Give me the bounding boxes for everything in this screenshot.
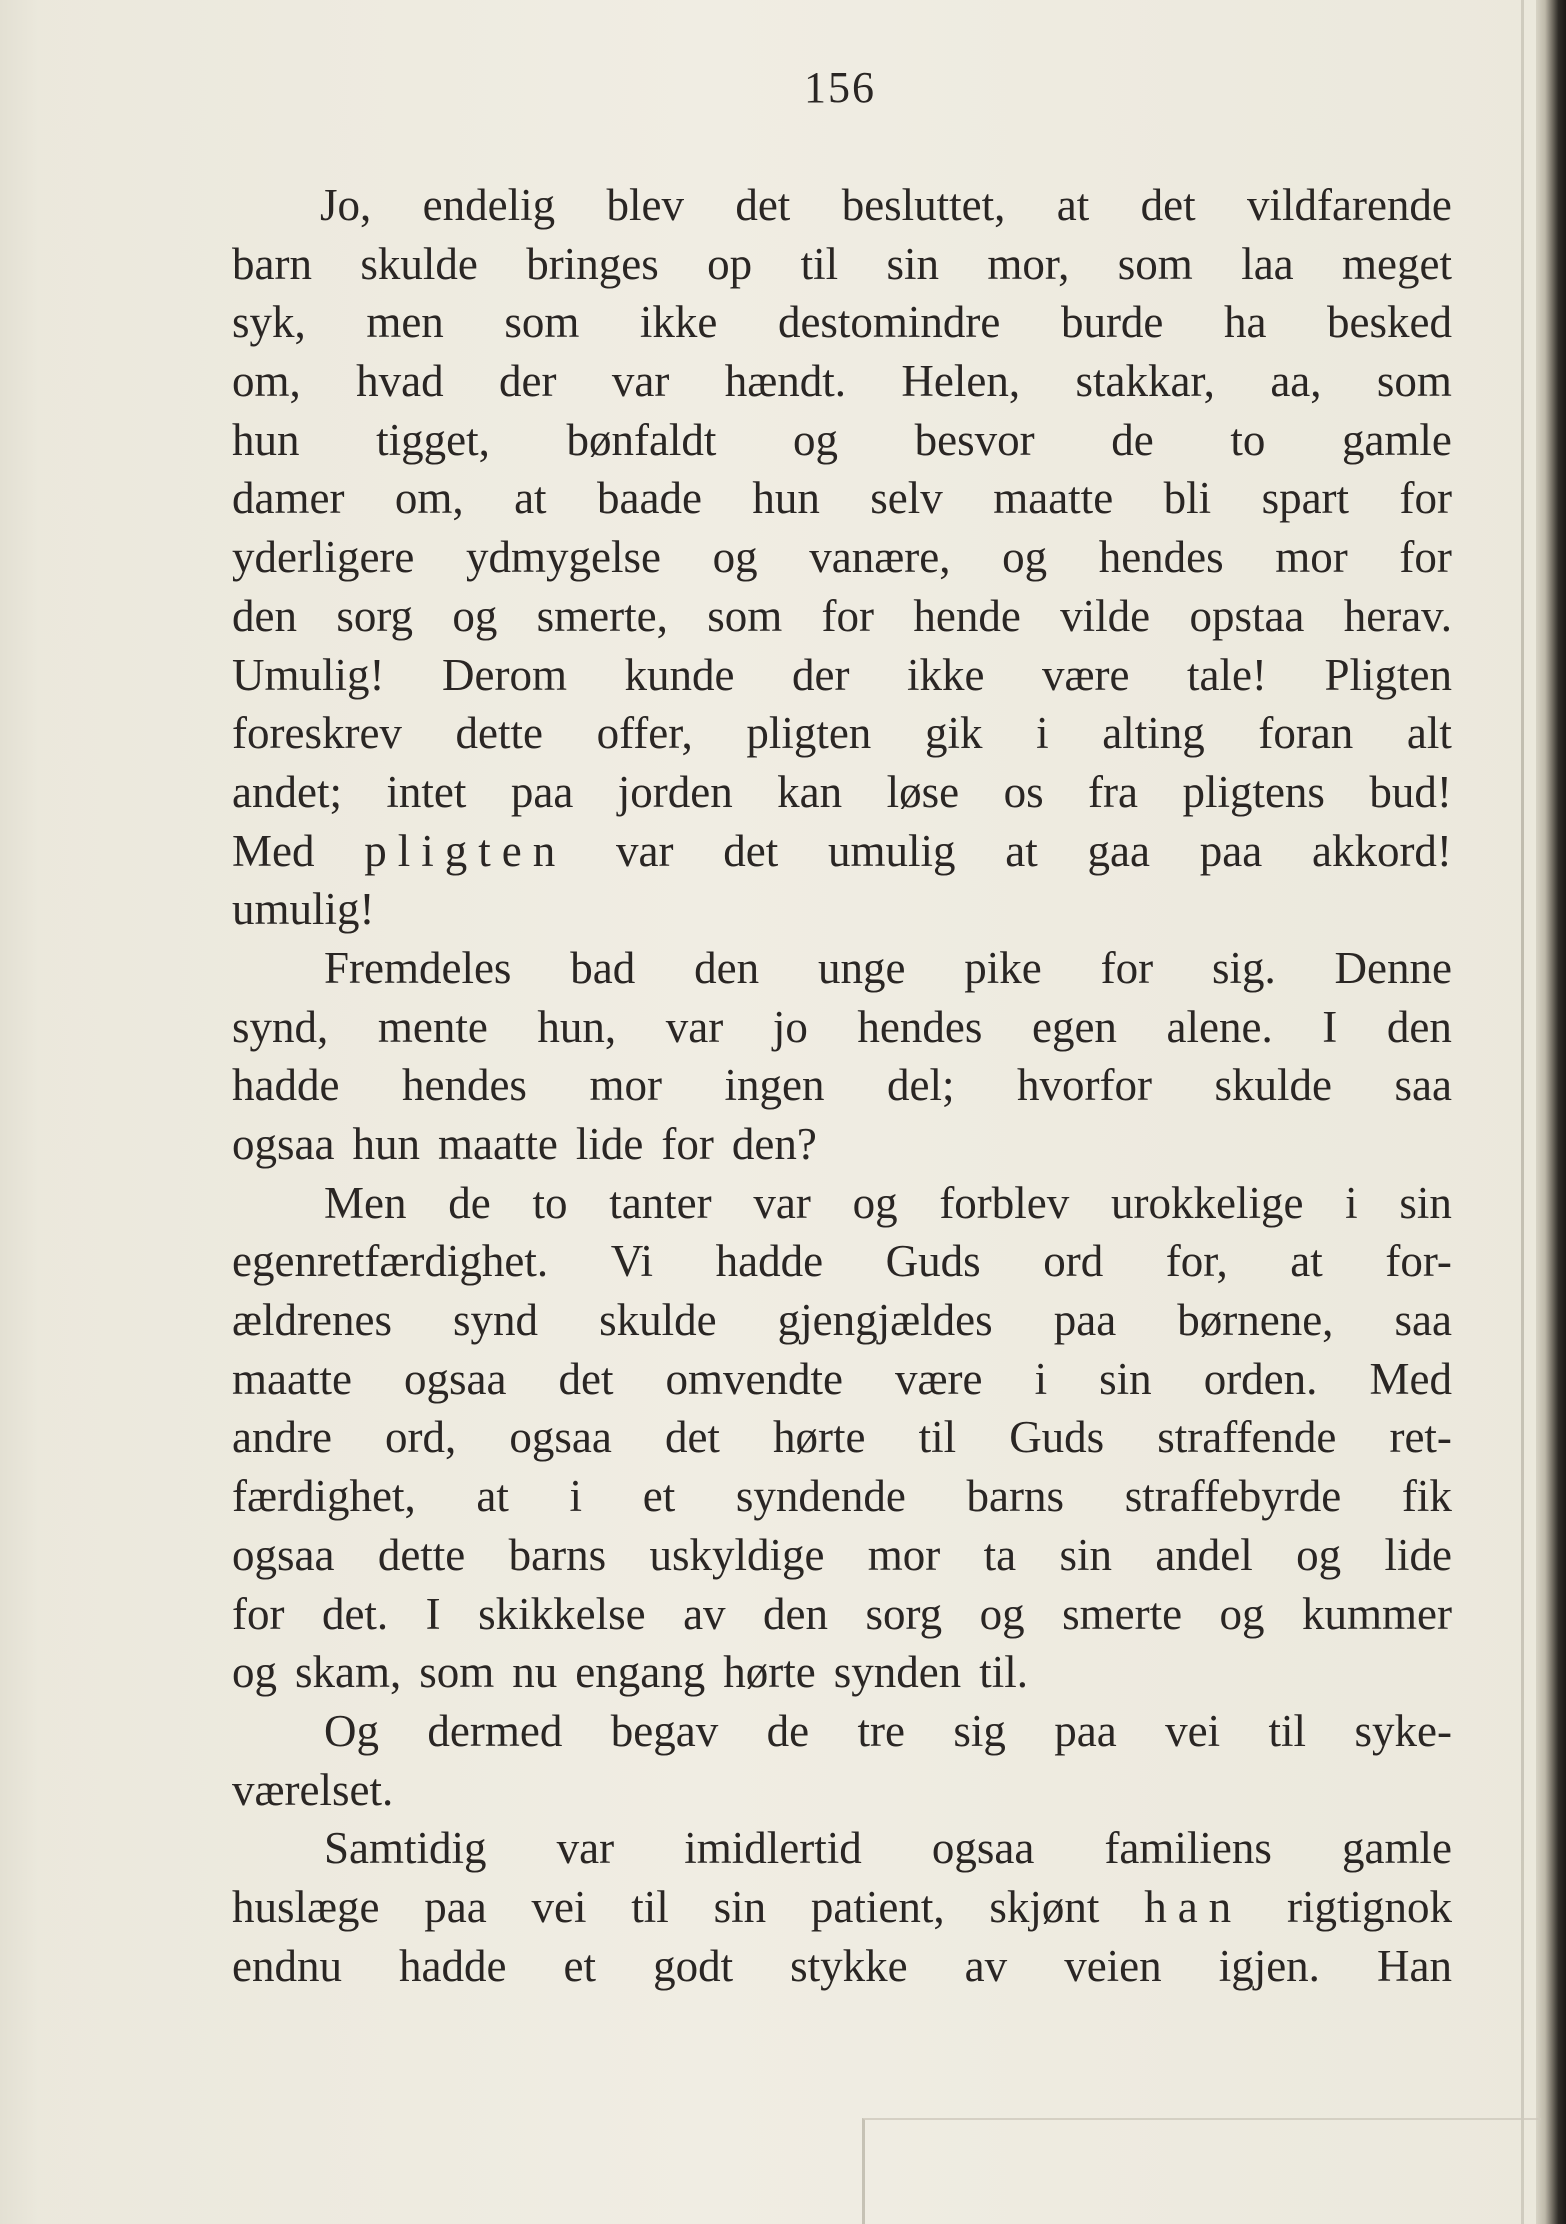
word: endelig: [422, 180, 556, 230]
word: sig: [953, 1705, 1006, 1756]
word: straffebyrde: [1124, 1471, 1342, 1522]
word: i: [1345, 1177, 1358, 1228]
word: den?: [731, 1119, 817, 1169]
word: spart: [1261, 473, 1350, 524]
word: alting: [1102, 708, 1205, 759]
word: den: [1386, 1001, 1452, 1052]
word: der: [792, 649, 850, 700]
word: ha: [1223, 297, 1267, 348]
word: igjen.: [1218, 1940, 1320, 1991]
word: og: [1002, 532, 1048, 583]
word: andet;: [232, 766, 342, 817]
word: av: [964, 1940, 1008, 1991]
word: opstaa: [1189, 590, 1305, 641]
word: Men: [324, 1177, 407, 1228]
text-line: [232, 1232, 1452, 1291]
word: Jo,: [320, 180, 372, 230]
word: den: [694, 942, 760, 993]
text-line: [232, 1937, 1452, 1996]
text-line: [232, 1819, 1452, 1878]
word: andel: [1155, 1529, 1253, 1580]
word: alene.: [1166, 1001, 1273, 1052]
word: urokkelige: [1111, 1177, 1304, 1228]
word: for: [1399, 532, 1452, 583]
word: intet: [386, 766, 467, 817]
text-line: [232, 1467, 1452, 1526]
word: bønfaldt: [566, 414, 717, 465]
text-line: [232, 763, 1452, 822]
word: bud!: [1369, 766, 1452, 817]
word: ogsaa: [232, 1119, 335, 1169]
word: værelset.: [232, 1764, 394, 1815]
word: Helen,: [901, 356, 1021, 407]
text-line: [232, 1408, 1452, 1467]
word: til: [800, 238, 839, 289]
word: andre: [232, 1412, 332, 1463]
word: de: [766, 1705, 810, 1756]
text-line: [232, 998, 1452, 1057]
text-line: [232, 352, 1452, 411]
word: foreskrev: [232, 708, 402, 759]
word: mor: [867, 1529, 941, 1580]
word: for-: [1385, 1236, 1452, 1287]
word: stykke: [790, 1940, 908, 1991]
word: alt: [1406, 708, 1452, 759]
text-line: [232, 1350, 1452, 1409]
word: paa: [1199, 825, 1263, 876]
word: sin: [713, 1881, 767, 1932]
word: synd,: [232, 1001, 329, 1052]
word: I: [425, 1588, 441, 1639]
word: pligtens: [1182, 766, 1325, 817]
page-number: 156: [804, 63, 876, 112]
page-edge-rule: [1521, 0, 1524, 2224]
word: at: [514, 473, 547, 524]
word: pligten: [364, 825, 567, 876]
word: jorden: [617, 766, 733, 817]
word: fra: [1088, 766, 1138, 817]
word: om,: [394, 473, 464, 524]
word: dette: [455, 708, 543, 759]
text-line: [232, 469, 1452, 528]
word: smerte: [1062, 1588, 1183, 1639]
word: sin: [1399, 1177, 1452, 1228]
word: at: [1056, 180, 1090, 230]
word: uskyldige: [649, 1529, 825, 1580]
word: stakkar,: [1075, 356, 1215, 407]
word: det: [735, 180, 791, 230]
word: skikkelse: [478, 1588, 646, 1639]
word: hun: [752, 473, 820, 524]
word: synden: [833, 1647, 962, 1698]
word: som: [707, 590, 783, 641]
word: kummer: [1302, 1588, 1452, 1639]
word: for: [821, 590, 875, 641]
text-line: [232, 822, 1452, 881]
text-line: [232, 1526, 1452, 1585]
word: gik: [924, 708, 983, 759]
text-line: [232, 587, 1452, 646]
word: ord: [1043, 1236, 1104, 1287]
word: burde: [1060, 297, 1164, 348]
word: det: [1140, 180, 1196, 230]
word: sorg: [336, 590, 413, 641]
word: imidlertid: [684, 1823, 862, 1874]
word: maatte: [993, 473, 1114, 524]
word: av: [683, 1588, 726, 1639]
text-line: [232, 704, 1452, 763]
text-line: [232, 1878, 1452, 1937]
word: at: [476, 1471, 509, 1522]
word: tre: [857, 1705, 905, 1756]
word: til.: [979, 1647, 1028, 1698]
word: skjønt: [989, 1881, 1100, 1932]
word: i: [569, 1471, 583, 1522]
word: var: [753, 1177, 811, 1228]
word: hun,: [537, 1001, 617, 1052]
word: til: [918, 1412, 957, 1463]
word: den: [232, 590, 297, 641]
word: vilde: [1060, 590, 1151, 641]
word: jo: [772, 1001, 808, 1052]
text-line: [232, 1761, 1452, 1820]
word: hendes: [857, 1001, 983, 1052]
word: ydmygelse: [466, 532, 661, 583]
word: fik: [1401, 1471, 1452, 1522]
word: hørte: [773, 1412, 866, 1463]
word: barn: [232, 238, 312, 289]
word: det: [723, 825, 779, 876]
word: orden.: [1203, 1353, 1318, 1404]
word: os: [1003, 766, 1044, 817]
word: vei: [1165, 1705, 1221, 1756]
text-line: [232, 1174, 1452, 1233]
word: og: [1219, 1588, 1265, 1639]
word: mente: [377, 1001, 488, 1052]
word: straffende: [1157, 1412, 1337, 1463]
word: Samtidig: [324, 1823, 487, 1874]
word: mor: [1275, 532, 1348, 583]
word: tigget,: [376, 414, 490, 465]
word: bli: [1163, 473, 1212, 524]
word: Denne: [1334, 942, 1452, 993]
word: paa: [510, 766, 574, 817]
word: sorg: [865, 1588, 943, 1639]
word: endnu: [232, 1940, 342, 1991]
word: smerte,: [536, 590, 668, 641]
word: som: [419, 1647, 495, 1698]
word: hadde: [715, 1236, 824, 1287]
word: som: [504, 297, 580, 348]
word: huslæge: [232, 1881, 380, 1932]
word: om,: [232, 356, 301, 407]
word: herav.: [1343, 590, 1452, 641]
word: paa: [1054, 1705, 1117, 1756]
word: syndende: [735, 1471, 906, 1522]
page-binding-edge: [1536, 0, 1566, 2224]
word: skam,: [295, 1647, 402, 1698]
word: være: [1041, 649, 1130, 700]
word: I: [1322, 1001, 1338, 1052]
word: og: [1296, 1529, 1342, 1580]
word: det: [558, 1353, 614, 1404]
word: ingen: [724, 1060, 825, 1111]
word: destomindre: [777, 297, 1001, 348]
word: gjengjældes: [777, 1295, 993, 1346]
word: gamle: [1342, 1823, 1452, 1874]
word: hende: [913, 590, 1021, 641]
word: sig.: [1211, 942, 1276, 993]
word: der: [499, 356, 557, 407]
word: hvad: [356, 356, 444, 407]
word: hendes: [1098, 532, 1224, 583]
word: Fremdeles: [324, 942, 512, 993]
word: meget: [1342, 238, 1452, 289]
word: et: [642, 1471, 676, 1522]
word: baade: [597, 473, 702, 524]
word: ogsaa: [232, 1529, 335, 1580]
word: pligten: [746, 708, 872, 759]
word: syke-: [1354, 1705, 1452, 1756]
word: saa: [1394, 1060, 1452, 1111]
page-left-shade: [0, 0, 40, 2224]
word: og: [452, 590, 498, 641]
word: skulde: [1214, 1060, 1332, 1111]
word: barns: [508, 1529, 607, 1580]
word: og: [232, 1647, 277, 1698]
word: godt: [653, 1940, 734, 1991]
text-line: [232, 1702, 1452, 1761]
word: skulde: [360, 238, 478, 289]
word: begav: [610, 1705, 719, 1756]
word: vildfarende: [1247, 180, 1452, 230]
word: hadde: [399, 1940, 507, 1991]
word: ord,: [385, 1412, 457, 1463]
word: hørte: [723, 1647, 816, 1698]
word: sin: [1059, 1529, 1112, 1580]
word: to: [1230, 414, 1266, 465]
word: lide: [1384, 1529, 1452, 1580]
word: færdighet,: [232, 1471, 416, 1522]
word: hun: [352, 1119, 420, 1169]
word: paa: [1053, 1295, 1117, 1346]
word: saa: [1394, 1295, 1452, 1346]
word: besvor: [914, 414, 1035, 465]
word: til: [631, 1881, 669, 1932]
word: for: [232, 1588, 285, 1639]
word: Med: [1369, 1353, 1452, 1404]
word: ikke: [639, 297, 718, 348]
word: omvendte: [665, 1353, 843, 1404]
word: ret-: [1389, 1412, 1452, 1463]
word: to: [532, 1177, 568, 1228]
text-line: [232, 1643, 1452, 1702]
word: bad: [570, 942, 636, 993]
word: et: [563, 1940, 597, 1991]
text-line: [232, 528, 1452, 587]
word: det: [664, 1412, 720, 1463]
word: hendes: [401, 1060, 527, 1111]
text-line: [232, 880, 1452, 939]
text-line: [232, 1585, 1452, 1644]
word: maatte: [437, 1119, 558, 1169]
word: Og: [324, 1705, 379, 1756]
word: gamle: [1341, 414, 1452, 465]
word: for: [1399, 473, 1452, 524]
text-line: [232, 1115, 1452, 1174]
word: umulig: [828, 825, 956, 876]
word: og: [852, 1177, 898, 1228]
word: synd: [453, 1295, 539, 1346]
word: gaa: [1087, 825, 1150, 876]
word: løse: [886, 766, 960, 817]
word: var: [611, 356, 670, 407]
text-line: [232, 939, 1452, 998]
word: ogsaa: [931, 1823, 1035, 1874]
text-line: [232, 411, 1452, 470]
word: kunde: [624, 649, 735, 700]
word: Med: [232, 825, 315, 876]
word: dermed: [427, 1705, 563, 1756]
word: pike: [964, 942, 1042, 993]
text-line: [232, 176, 1452, 235]
word: laa: [1241, 238, 1294, 289]
word: engang: [575, 1647, 706, 1698]
word: og: [793, 414, 839, 465]
word: ta: [983, 1529, 1017, 1580]
word: skulde: [599, 1295, 717, 1346]
word: den: [763, 1588, 829, 1639]
word: hun: [232, 414, 300, 465]
word: familiens: [1104, 1823, 1272, 1874]
word: og: [979, 1588, 1025, 1639]
word: børnene,: [1177, 1295, 1334, 1346]
word: patient,: [810, 1881, 945, 1932]
word: ældrenes: [232, 1295, 392, 1346]
word: besluttet,: [841, 180, 1006, 230]
word: tale!: [1186, 649, 1267, 700]
word: barns: [966, 1471, 1065, 1522]
word: Vi: [610, 1236, 654, 1287]
word: være: [895, 1353, 983, 1404]
word: i: [1034, 1353, 1048, 1404]
word: var: [556, 1823, 615, 1874]
word: nu: [512, 1647, 558, 1698]
body-text: [232, 176, 1452, 1995]
word: de: [1111, 414, 1154, 465]
word: Han: [1376, 1940, 1452, 1991]
word: Derom: [442, 649, 567, 700]
word: for: [1100, 942, 1154, 993]
word: vei: [531, 1881, 587, 1932]
word: kan: [777, 766, 843, 817]
word: vanære,: [809, 532, 951, 583]
word: selv: [870, 473, 943, 524]
word: var: [665, 1001, 724, 1052]
word: egenretfærdighet.: [232, 1236, 549, 1287]
word: at: [1005, 825, 1038, 876]
word: sin: [1099, 1353, 1152, 1404]
word: foran: [1258, 708, 1354, 759]
word: det.: [321, 1588, 389, 1639]
word: mor,: [987, 238, 1070, 289]
word: forblev: [939, 1177, 1070, 1228]
text-line: [232, 235, 1452, 294]
word: men: [366, 297, 444, 348]
word: hændt.: [724, 356, 847, 407]
word: var: [616, 825, 674, 876]
word: dette: [377, 1529, 466, 1580]
word: egen: [1031, 1001, 1117, 1052]
word: lide: [575, 1119, 644, 1169]
word: Guds: [1009, 1412, 1105, 1463]
word: de: [448, 1177, 491, 1228]
word: ogsaa: [509, 1412, 612, 1463]
word: som: [1376, 356, 1452, 407]
word: til: [1268, 1705, 1307, 1756]
word: yderligere: [232, 532, 415, 583]
word: bringes: [526, 238, 659, 289]
text-line: [232, 293, 1452, 352]
word: at: [1290, 1236, 1323, 1287]
word: paa: [424, 1881, 487, 1932]
word: Umulig!: [232, 649, 385, 700]
word: sin: [886, 238, 940, 289]
word: blev: [606, 180, 684, 230]
word: for: [661, 1119, 714, 1169]
word: del;: [886, 1060, 955, 1111]
word: som: [1117, 238, 1193, 289]
word: ikke: [906, 649, 985, 700]
scan-frame-corner: [862, 2118, 1541, 2224]
word: han: [1144, 1881, 1243, 1932]
word: umulig!: [232, 884, 375, 935]
word: veien: [1064, 1940, 1162, 1991]
text-line: [232, 1056, 1452, 1115]
word: damer: [232, 473, 345, 524]
text-line: [232, 646, 1452, 705]
word: besked: [1326, 297, 1452, 348]
word: op: [707, 238, 753, 289]
word: ogsaa: [403, 1353, 507, 1404]
word: Pligten: [1324, 649, 1452, 700]
word: hadde: [232, 1060, 340, 1111]
word: og: [712, 532, 758, 583]
word: maatte: [232, 1353, 352, 1404]
word: offer,: [596, 708, 693, 759]
word: syk,: [232, 297, 306, 348]
word: i: [1036, 708, 1049, 759]
word: mor: [589, 1060, 662, 1111]
word: akkord!: [1311, 825, 1452, 876]
word: aa,: [1270, 356, 1322, 407]
word: unge: [817, 942, 906, 993]
word: rigtignok: [1286, 1881, 1452, 1932]
word: for,: [1165, 1236, 1228, 1287]
word: tanter: [609, 1177, 712, 1228]
word: Guds: [885, 1236, 981, 1287]
text-line: [232, 1291, 1452, 1350]
word: hvorfor: [1016, 1060, 1152, 1111]
